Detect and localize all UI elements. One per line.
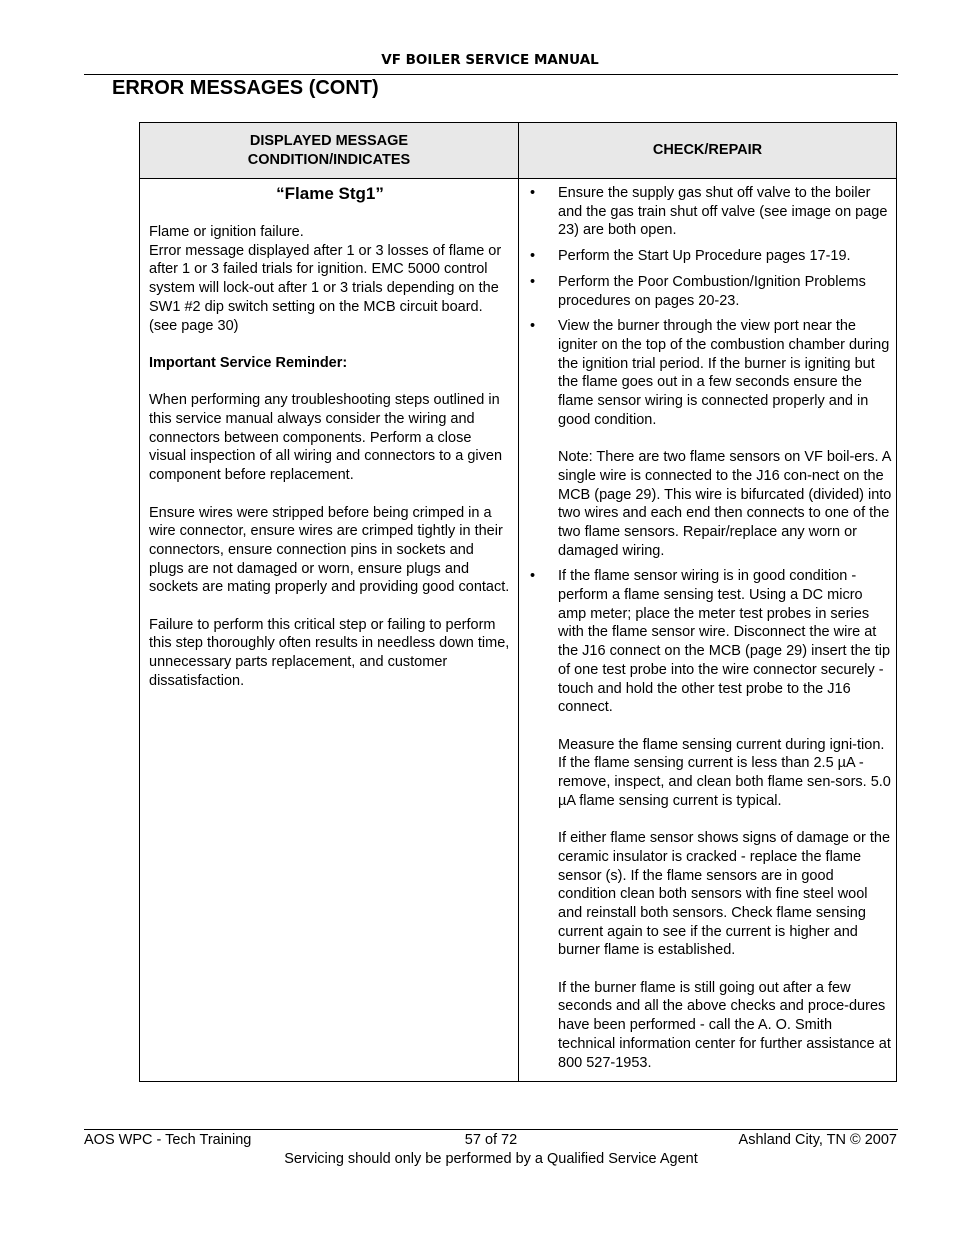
check-repair-paragraph: If either flame sensor shows signs of damage or the ceramic insulator is cracked - replace the flame sensor (s). If the flame sensors are in good condition clean both sensors with fine steel wool and reinstall both sensors. Check flame sensing current again to see if the current is higher and burner flame is established. (558, 830, 891, 959)
reminder-paragraph: Ensure wires were stripped before being crimped in a wire connector, ensure wires are crimped tightly in their connectors, ensure connection pins in sockets and plugs are not damaged or worn, ensure plugs and sockets are mating properly and providing good contact. (149, 504, 510, 596)
message-title: “Flame Stg1” (276, 184, 384, 203)
column-header-displayed-message (140, 123, 518, 178)
condition-cell (149, 183, 511, 709)
check-repair-paragraph: Measure the flame sensing current during igni-tion. If the flame sensing current is less than 2.5 µA - remove, inspect, and clean both flame sen-sors. 5.0 µA flame sensing current is typical. (558, 736, 891, 809)
check-repair-paragraph: Perform the Poor Combustion/Ignition Problems procedures on pages 20-23. (558, 273, 866, 309)
error-message-table (139, 122, 897, 1082)
bullet-icon: • (530, 568, 536, 585)
footer-right: Ashland City, TN © 2007 (738, 1132, 897, 1148)
footer-note: Servicing should only be performed by a Qualified Service Agent (284, 1151, 698, 1167)
column-header-line1: DISPLAYED MESSAGE (249, 132, 409, 149)
check-repair-paragraph: If the flame sensor wiring is in good condition - perform a flame sensing test. Using a DC micro amp meter; place the meter test probes in series with the flame sensor wire. Disconnect the wire at the J16 connect on the MCB (page 29) insert the tip of one test probe into the wire connector securely - touch and hold the other test probe to the J16 connect. (558, 568, 891, 716)
service-reminder-heading: Important Service Reminder: (149, 354, 348, 371)
check-repair-item (530, 317, 892, 560)
check-repair-item (530, 247, 892, 266)
reminder-paragraph: When performing any troubleshooting steps outlined in this service manual always consider the wiring and connectors between components. Perform a close visual inspection of all wiring and connectors to a given component before replacement. (149, 392, 503, 484)
column-header-check-repair: CHECK/REPAIR (652, 142, 763, 158)
check-repair-cell (530, 184, 892, 1079)
check-repair-paragraph: Note: There are two flame sensors on VF boil-ers. A single wire is connected to the J16 con-nect on the MCB (page 29). This wire is bifurcated (divided) into two wires and each end then connects to one of the two flame sensors. Repair/replace any worn or damaged wiring. (558, 449, 892, 559)
bullet-icon: • (530, 318, 536, 335)
bullet-icon: • (530, 273, 536, 290)
running-header: VF BOILER SERVICE MANUAL (381, 52, 599, 68)
check-repair-item (530, 273, 892, 310)
check-repair-item (530, 567, 892, 1072)
footer-left: AOS WPC - Tech Training (84, 1132, 252, 1148)
check-repair-item (530, 184, 892, 240)
condition-paragraph: Flame or ignition failure. Error message displayed after 1 or 3 losses of flame or after 1 or 3 failed trials for ignition. EMC 5000 control system will lock-out after 1 or 3 trials depending on the SW1 #2 dip switch setting on the MCB circuit board. (see page 30) (149, 224, 502, 334)
check-repair-paragraph: If the burner flame is still going out after a few seconds and all the above checks and proce-dures have been performed - call the A. O. Smith technical information center for further assistance at 800 527-1953. (558, 979, 891, 1071)
reminder-paragraph: Failure to perform this critical step or failing to perform this step thoroughly often results in needless down time, unnecessary parts replacement, and customer dissatisfaction. (149, 616, 510, 689)
column-header-line2: CONDITION/INDICATES (247, 151, 411, 168)
check-repair-paragraph: Ensure the supply gas shut off valve to the boiler and the gas train shut off valve (see image on page 23) are both open. (558, 185, 888, 239)
footer-rule (84, 1129, 898, 1130)
check-repair-paragraph: View the burner through the view port near the igniter on the top of the combustion chamber during the ignition trial period. If the burner is igniting but the flame goes out in a few seconds ensure the flame sensor wiring is connected properly and in good condition. (558, 318, 890, 428)
bullet-icon: • (530, 185, 536, 201)
header-rule (84, 74, 898, 75)
page-number: 57 of 72 (464, 1132, 518, 1148)
check-repair-paragraph: Perform the Start Up Procedure pages 17-19. (558, 248, 851, 265)
bullet-icon: • (530, 248, 536, 265)
column-divider (518, 123, 519, 1081)
section-title: ERROR MESSAGES (CONT) (112, 77, 379, 99)
